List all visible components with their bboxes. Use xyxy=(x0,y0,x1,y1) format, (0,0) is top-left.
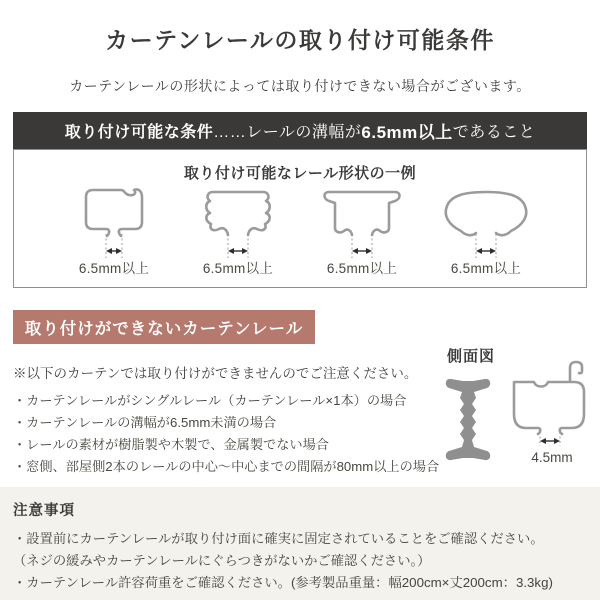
rail-example-3 xyxy=(302,186,422,277)
caution-section xyxy=(0,487,600,600)
curtain-runner-side-icon xyxy=(443,372,493,468)
condition-banner-emphasis: 6.5mm以上 xyxy=(361,123,453,142)
rail-dimension-label: 6.5mm以上 xyxy=(78,261,150,276)
installable-rail-examples-box xyxy=(13,149,587,288)
not-installable-bullet-list xyxy=(13,390,453,478)
bullet-item: ・レールの素材が樹脂製や木製で、金属製でない場合 xyxy=(13,437,329,452)
rail-examples-row xyxy=(14,186,586,277)
rounded-rail-cross-section-icon xyxy=(431,186,541,260)
condition-banner-label: 取り付け可能な条件 xyxy=(64,124,214,141)
scalloped-rail-cross-section-icon xyxy=(183,186,293,260)
rail-example-1 xyxy=(54,186,174,277)
bullet-item: ・カーテンレールがシングルレール（カーテンレール×1本）の場合 xyxy=(13,393,407,408)
not-installable-banner: 取り付けができないカーテンレール xyxy=(13,310,315,344)
flanged-rail-cross-section-icon xyxy=(307,186,417,260)
caution-title: 注意事項 xyxy=(13,503,75,519)
rail-dimension-label: 6.5mm以上 xyxy=(202,261,274,276)
not-installable-note: ※以下のカーテンでは取り付けができませんのでご注意ください。 xyxy=(13,366,418,381)
c-rail-cross-section-icon xyxy=(59,186,169,260)
bullet-item: ・カーテンレールの溝幅が6.5mm未満の場合 xyxy=(13,415,277,430)
rail-dimension-label: 6.5mm以上 xyxy=(450,261,522,276)
rail-examples-title: 取り付け可能なレール形状の一例 xyxy=(183,165,417,182)
side-view-dimension-label: 4.5mm xyxy=(531,450,573,465)
rail-example-2 xyxy=(178,186,298,277)
rail-side-profile-icon xyxy=(500,358,592,450)
rail-dimension-label: 6.5mm以上 xyxy=(326,261,398,276)
side-view-title: 側面図 xyxy=(447,348,496,365)
caution-line: ・カーテンレール許容荷重をご確認ください。(参考製品重量：幅200cm×丈200cm：3.3kg) xyxy=(13,575,553,590)
installable-condition-banner xyxy=(13,112,587,149)
caution-line: （ネジの緩みやカーテンレールにぐらつきがないかご確認ください。） xyxy=(13,553,431,568)
bullet-item: ・窓側、部屋側2本のレールの中心〜中心までの間隔が80mm以上の場合 xyxy=(13,459,440,474)
condition-banner-tail: であること xyxy=(452,124,536,141)
page-subtitle: カーテンレールの形状によっては取り付けできない場合がございます。 xyxy=(69,78,531,94)
rail-example-4 xyxy=(426,186,546,277)
caution-line: ・設置前にカーテンレールが取り付け面に確実に固定されていることをご確認ください。 xyxy=(13,531,544,546)
page-title: カーテンレールの取り付け可能条件 xyxy=(105,27,495,53)
condition-banner-mid: ……レールの溝幅が xyxy=(213,124,362,141)
